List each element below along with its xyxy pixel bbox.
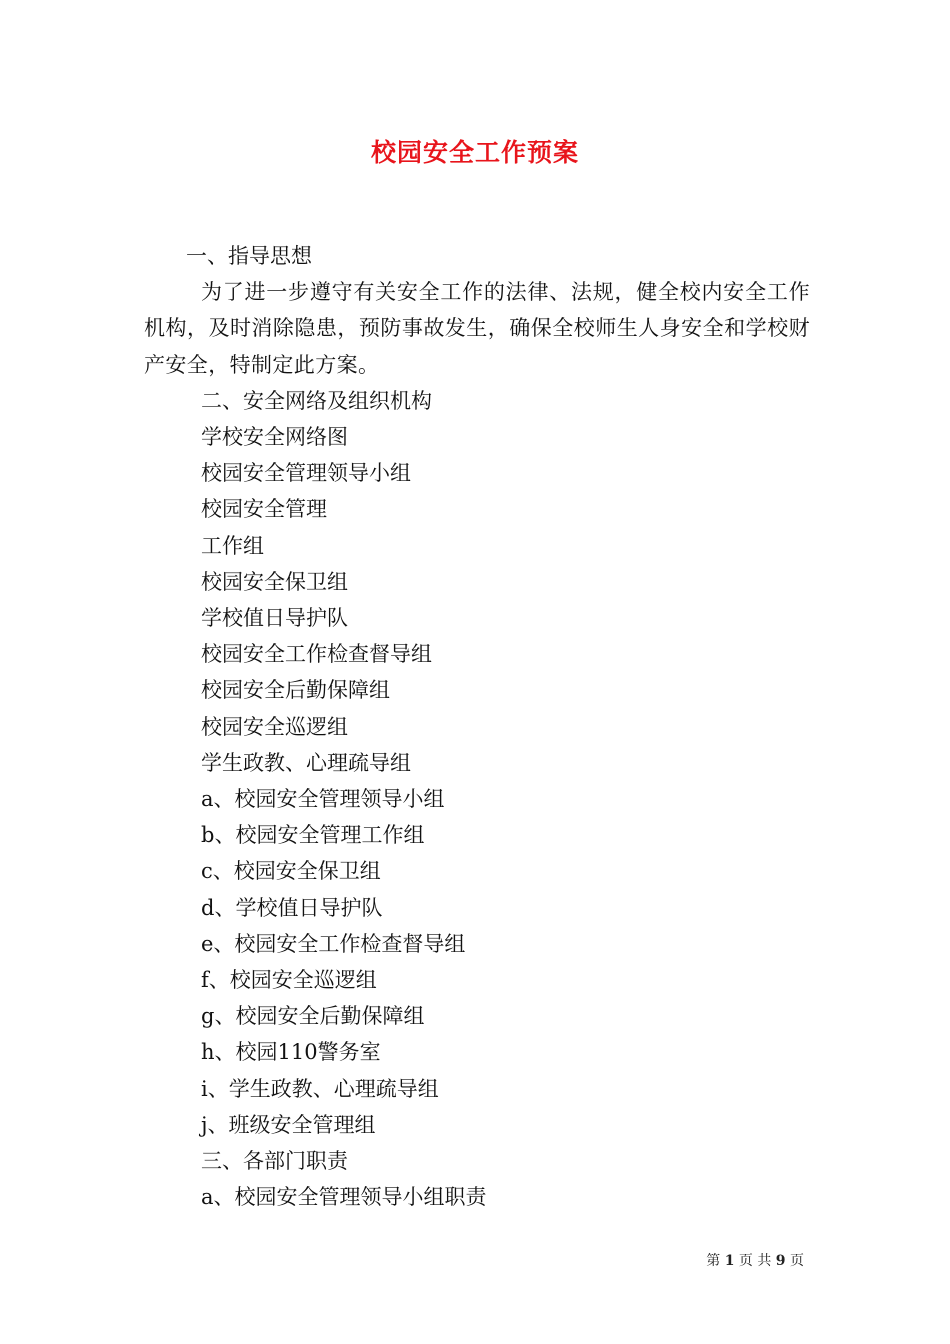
lettered-item: c、校园安全保卫组 (201, 859, 381, 884)
footer-suffix: 页 (790, 1253, 804, 1269)
network-item: 校园安全工作检查督导组 (201, 642, 432, 667)
document-title: 校园安全工作预案 (370, 138, 579, 167)
page-footer (706, 1250, 804, 1270)
section-heading-guiding-principle: 一、指导思想 (186, 244, 312, 268)
guiding-principle-paragraph: 为了进一步遵守有关安全工作的法律、法规，健全校内安全工作机构，及时消除隐患，预防事故发生，确保全校师生人身安全和学校财产安全，特制定此方案。 (144, 280, 810, 377)
network-item: 学生政教、心理疏导组 (201, 750, 411, 775)
lettered-item: b、校园安全管理工作组 (201, 823, 425, 848)
lettered-item: a、校园安全管理领导小组 (201, 787, 445, 812)
network-item: 工作组 (201, 533, 264, 558)
footer-total-pages: 9 (775, 1253, 786, 1269)
network-item: 校园安全后勤保障组 (201, 678, 390, 703)
lettered-item: g、校园安全后勤保障组 (201, 1004, 425, 1029)
lettered-item: j、班级安全管理组 (201, 1112, 376, 1137)
network-item: 校园安全巡逻组 (201, 714, 348, 739)
document-body (144, 238, 810, 1215)
lettered-item: f、校园安全巡逻组 (201, 968, 377, 993)
lettered-item: e、校园安全工作检查督导组 (201, 931, 466, 956)
responsibility-item: a、校园安全管理领导小组职责 (201, 1185, 487, 1210)
footer-middle: 页 共 (738, 1253, 772, 1269)
lettered-item: h、校园110警务室 (201, 1040, 381, 1065)
network-item: 校园安全管理 (201, 497, 327, 522)
network-item: 学校值日导护队 (201, 606, 348, 631)
section-heading-responsibilities: 三、各部门职责 (201, 1149, 348, 1174)
network-item: 校园安全管理领导小组 (201, 461, 411, 486)
footer-prefix: 第 (706, 1253, 721, 1269)
lettered-item: i、学生政教、心理疏导组 (201, 1076, 439, 1101)
lettered-item: d、学校值日导护队 (201, 895, 383, 920)
footer-page-number: 1 (724, 1253, 735, 1269)
network-item: 校园安全保卫组 (201, 569, 348, 594)
network-item: 学校安全网络图 (201, 425, 348, 450)
section-heading-safety-network: 二、安全网络及组织机构 (201, 388, 432, 413)
